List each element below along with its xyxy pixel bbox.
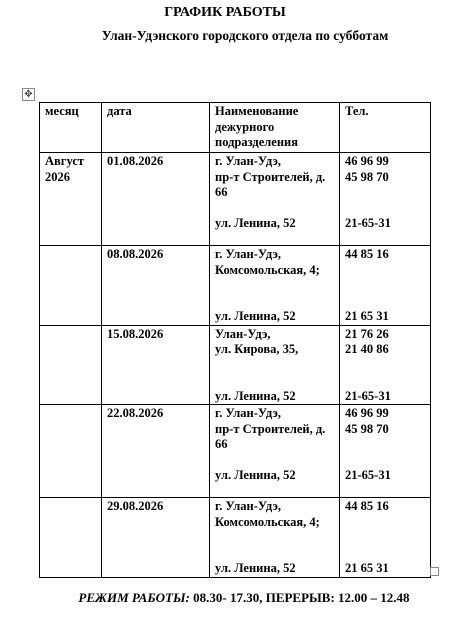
cell-spacer <box>345 530 425 546</box>
date-text: 29.08.2026 <box>107 499 164 513</box>
month-text: 2026 <box>45 169 70 184</box>
unit-address-line: г. Улан-Удэ, <box>215 406 282 420</box>
phone-number: 21-65-31 <box>345 468 391 482</box>
cell-spacer <box>215 294 334 310</box>
unit-address-line: 66 <box>215 185 228 199</box>
phone-number: 21-65-31 <box>345 216 391 230</box>
unit-address-line: ул. Ленина, 52 <box>215 468 296 482</box>
cell-spacer <box>345 437 425 453</box>
cell-spacer <box>345 201 425 217</box>
table-header-row <box>40 103 431 153</box>
cell-spacer <box>215 358 334 374</box>
resize-square-icon[interactable] <box>430 567 439 576</box>
cell-spacer <box>345 546 425 562</box>
month-cell <box>40 153 102 246</box>
month-cell <box>40 498 102 578</box>
unit-address-line: ул. Ленина, 52 <box>215 216 296 230</box>
table-row <box>40 405 431 498</box>
unit-cell <box>210 325 340 405</box>
header-label: дежурного <box>215 119 275 134</box>
cell-spacer <box>345 278 425 294</box>
date-cell <box>102 405 210 498</box>
table-row <box>40 153 431 246</box>
unit-address-line: Комсомольская, 4; <box>215 262 320 277</box>
cell-spacer <box>215 373 334 389</box>
cell-spacer <box>345 373 425 389</box>
phone-number: 21-65-31 <box>345 388 391 403</box>
unit-cell <box>210 498 340 578</box>
unit-address-line: ул. Кирова, 35, <box>215 342 299 356</box>
column-header-phone <box>340 103 431 153</box>
phone-number: 44 85 16 <box>345 499 389 513</box>
table-row <box>40 246 431 326</box>
cell-spacer <box>215 530 334 546</box>
cell-spacer <box>345 453 425 469</box>
header-label: дата <box>107 104 132 118</box>
phone-number: 21 65 31 <box>345 561 389 575</box>
phone-number: 21 65 31 <box>345 309 389 323</box>
document-subtitle: Улан-Удэнского городского отдела по субботам <box>101 28 389 43</box>
unit-cell <box>210 246 340 326</box>
month-cell <box>40 325 102 405</box>
date-cell <box>102 498 210 578</box>
date-text: 15.08.2026 <box>107 326 164 341</box>
date-text: 08.08.2026 <box>107 247 164 261</box>
month-cell <box>40 246 102 326</box>
work-mode-label: РЕЖИМ РАБОТЫ: <box>78 590 190 605</box>
cell-spacer <box>345 358 425 374</box>
month-text: Август <box>45 154 85 168</box>
unit-address-line: Улан-Удэ, <box>215 326 271 341</box>
cell-spacer <box>345 185 425 201</box>
phone-number: 46 96 99 <box>345 406 389 420</box>
cell-spacer <box>215 278 334 294</box>
cell-spacer <box>215 546 334 562</box>
table-row <box>40 325 431 405</box>
phone-number: 21 76 26 <box>345 326 389 341</box>
unit-address-line: пр-т Строителей, д. <box>215 421 326 436</box>
phone-number: 21 40 86 <box>345 342 389 356</box>
phone-number: 45 98 70 <box>345 421 389 436</box>
cell-spacer <box>215 201 334 217</box>
phone-cell <box>340 498 431 578</box>
unit-address-line: г. Улан-Удэ, <box>215 154 282 168</box>
cell-spacer <box>345 263 425 279</box>
unit-address-line: 66 <box>215 437 228 451</box>
cell-spacer <box>345 515 425 531</box>
unit-address-line: г. Улан-Удэ, <box>215 247 282 261</box>
phone-cell <box>340 246 431 326</box>
unit-address-line: ул. Ленина, 52 <box>215 388 296 403</box>
table-row <box>40 498 431 578</box>
cell-spacer <box>215 453 334 469</box>
header-label: месяц <box>45 104 79 118</box>
month-cell <box>40 405 102 498</box>
unit-address-line: г. Улан-Удэ, <box>215 499 282 513</box>
date-text: 01.08.2026 <box>107 154 164 168</box>
column-header-month <box>40 103 102 153</box>
work-hours-footer <box>0 590 450 606</box>
header-label: Наименование <box>215 104 299 118</box>
document-title: ГРАФИК РАБОТЫ <box>164 5 286 20</box>
column-header-unit <box>210 103 340 153</box>
unit-address-line: ул. Ленина, 52 <box>215 309 296 323</box>
schedule-table <box>39 102 431 578</box>
unit-address-line: ул. Ленина, 52 <box>215 561 296 575</box>
date-cell <box>102 153 210 246</box>
unit-address-line: Комсомольская, 4; <box>215 514 320 529</box>
phone-cell <box>340 153 431 246</box>
cell-spacer <box>345 294 425 310</box>
date-text: 22.08.2026 <box>107 406 164 420</box>
date-cell <box>102 325 210 405</box>
phone-number: 44 85 16 <box>345 247 389 261</box>
phone-cell <box>340 325 431 405</box>
date-cell <box>102 246 210 326</box>
phone-number: 45 98 70 <box>345 169 389 184</box>
phone-number: 46 96 99 <box>345 154 389 168</box>
column-header-date <box>102 103 210 153</box>
work-hours-text: 08.30- 17.30, ПЕРЕРЫВ: 12.00 – 12.48 <box>189 590 410 605</box>
move-arrows-icon[interactable]: ✥ <box>22 88 35 101</box>
header-label: Тел. <box>345 104 369 118</box>
phone-cell <box>340 405 431 498</box>
unit-cell <box>210 405 340 498</box>
unit-address-line: пр-т Строителей, д. <box>215 169 326 184</box>
header-label: подразделения <box>215 135 299 149</box>
unit-cell <box>210 153 340 246</box>
